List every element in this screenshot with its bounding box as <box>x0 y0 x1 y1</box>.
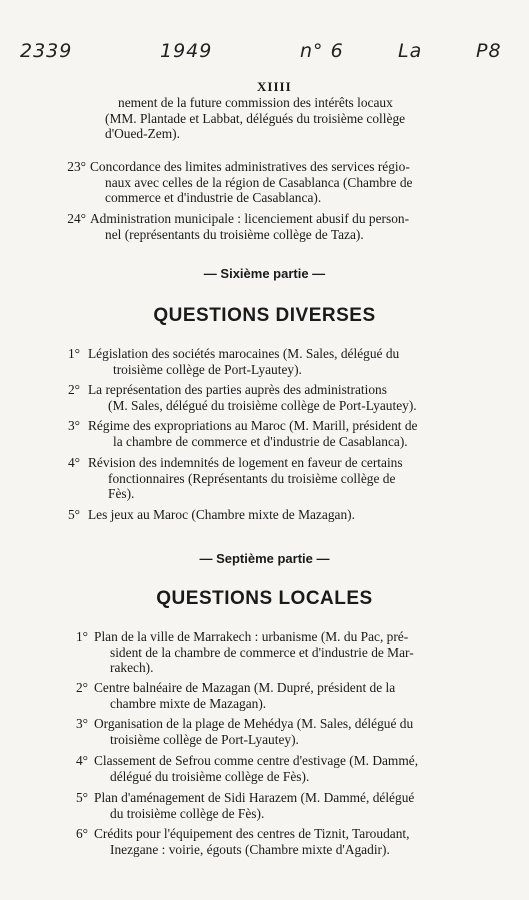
item-number: 3° <box>67 418 80 433</box>
item-number: 4° <box>75 753 88 768</box>
text-line: troisième collège de Port-Lyautey). <box>110 731 299 747</box>
text-line: la chambre de commerce et d'industrie de Casablanca). <box>113 433 408 449</box>
part-title-sixth: — Sixième partie — <box>203 266 326 281</box>
text-line: Administration municipale : licenciement abusif du person- <box>90 211 410 226</box>
text-line: rakech). <box>110 660 154 675</box>
section-heading-questions-diverses: QUESTIONS DIVERSES <box>153 305 376 326</box>
text-line: Plan de la ville de Marrakech : urbanisme (M. du Pac, pré- <box>94 629 409 644</box>
handwritten-page: P8 <box>476 40 502 62</box>
text-line: d'Oued-Zem). <box>105 126 180 141</box>
item-number: 6° <box>75 826 88 841</box>
handwritten-abbr: La <box>398 40 423 62</box>
item-number: 1° <box>75 629 88 644</box>
text-line: Législation des sociétés marocaines (M. Sales, délégué du <box>88 346 400 361</box>
text-line: commerce et d'industrie de Casablanca). <box>105 190 322 205</box>
item-number: 23° <box>67 159 86 174</box>
handwritten-ref: 2339 <box>20 40 73 62</box>
text-line: (M. Sales, délégué du troisième collège de Port-Lyautey). <box>108 397 417 413</box>
text-line: délégué du troisième collège de Fès). <box>110 768 310 784</box>
item-number: 2° <box>67 382 80 397</box>
handwritten-issue: n° 6 <box>300 40 344 62</box>
text-line: Organisation de la plage de Mehédya (M. Sales, délégué du <box>94 716 414 731</box>
handwritten-year: 1949 <box>160 40 213 62</box>
text-line: Concordance des limites administratives des services régio- <box>90 159 410 174</box>
text-line: sident de la chambre de commerce et d'industrie de Mar- <box>110 644 414 660</box>
item-number: 1° <box>67 346 80 361</box>
item-number: 2° <box>75 680 88 695</box>
item-number: 3° <box>75 716 88 731</box>
part-title-seventh: — Septième partie — <box>199 551 330 566</box>
text-line: (MM. Plantade et Labbat, délégués du troisième collège <box>105 110 406 126</box>
text-line: Classement de Sefrou comme centre d'estivage (M. Dammé, <box>94 753 419 768</box>
item-number: 5° <box>75 790 88 805</box>
text-line: Fès). <box>108 486 135 501</box>
section-heading-questions-locales: QUESTIONS LOCALES <box>156 588 373 609</box>
item-number: 5° <box>67 507 80 522</box>
text-line: du troisième collège de Fès). <box>110 805 265 821</box>
text-line: naux avec celles de la région de Casablanca (Chambre de <box>105 174 413 190</box>
text-line: Crédits pour l'équipement des centres de Tiznit, Taroudant, <box>94 826 410 841</box>
text-line: troisième collège de Port-Lyautey). <box>113 361 302 377</box>
text-line: Plan d'aménagement de Sidi Harazem (M. Dammé, délégué <box>94 790 415 805</box>
text-line: nel (représentants du troisième collège de Taza). <box>105 226 364 242</box>
item-number: 4° <box>67 455 80 470</box>
text-line: Les jeux au Maroc (Chambre mixte de Mazagan). <box>88 507 355 522</box>
text-line: La représentation des parties auprès des administrations <box>88 382 387 397</box>
page-number: XIIII <box>257 79 292 94</box>
text-line: Régime des expropriations au Maroc (M. Marill, président de <box>88 418 418 433</box>
text-line: Inezgane : voirie, égouts (Chambre mixte d'Agadir). <box>110 841 390 857</box>
text-line: chambre mixte de Mazagan). <box>110 695 267 711</box>
item-number: 24° <box>67 211 86 226</box>
text-line: Révision des indemnités de logement en faveur de certains <box>88 455 403 470</box>
text-line: fonctionnaires (Représentants du troisième collège de <box>108 470 396 486</box>
text-line: Centre balnéaire de Mazagan (M. Dupré, président de la <box>94 680 396 695</box>
text-line: nement de la future commission des intérêts locaux <box>118 95 393 110</box>
